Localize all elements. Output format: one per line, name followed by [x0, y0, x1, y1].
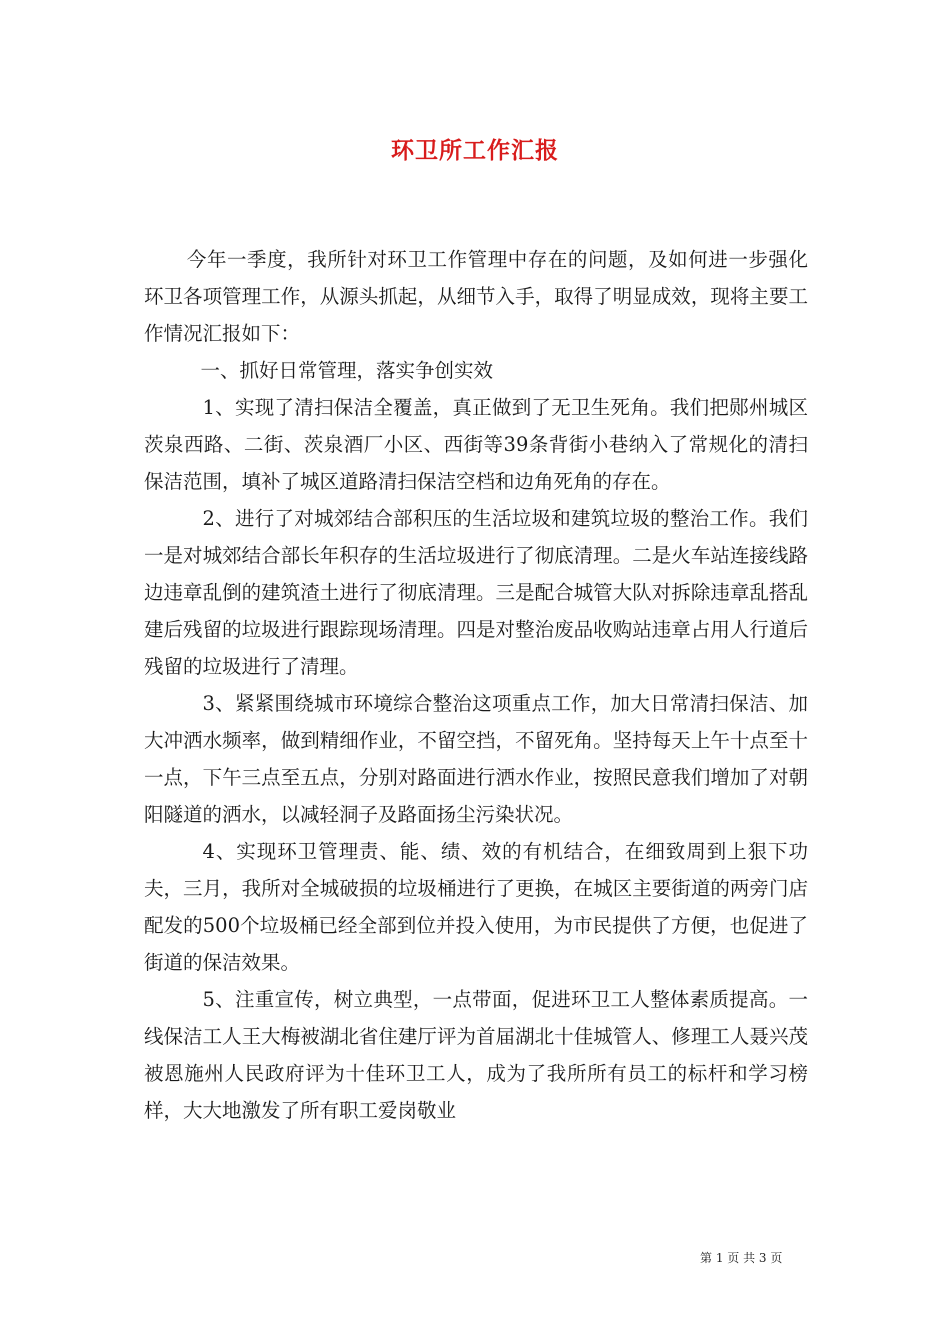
- document-title: 环卫所工作汇报: [391, 137, 559, 164]
- page-number-footer: 第 1 页 共 3 页: [700, 1251, 783, 1265]
- item-paragraph-3: 3、紧紧围绕城市环境综合整治这项重点工作，加大日常清扫保洁、加大冲洒水频率，做到精细作业，不留空挡，不留死角。坚持每天上午十点至十一点，下午三点至五点，分别对路面进行洒水作业，按照民意我们增加了对朝阳隧道的洒水，以减轻洞子及路面扬尘污染状况。: [144, 692, 808, 826]
- item-paragraph-2: 2、进行了对城郊结合部积压的生活垃圾和建筑垃圾的整治工作。我们一是对城郊结合部长年积存的生活垃圾进行了彻底清理。二是火车站连接线路边违章乱倒的建筑渣土进行了彻底清理。三是配合城管大队对拆除违章乱搭乱建后残留的垃圾进行跟踪现场清理。四是对整治废品收购站违章占用人行道后残留的垃圾进行了清理。: [144, 507, 808, 678]
- item-paragraph-5: 5、注重宣传，树立典型，一点带面，促进环卫工人整体素质提高。一线保洁工人王大梅被湖北省住建厅评为首届湖北十佳城管人、修理工人聂兴茂被恩施州人民政府评为十佳环卫工人，成为了我所所有员工的标杆和学习榜样，大大地激发了所有职工爱岗敬业: [144, 988, 808, 1122]
- document-body: [144, 241, 808, 1129]
- section-heading: 一、抓好日常管理，落实争创实效: [200, 359, 494, 382]
- item-paragraph-1: 1、实现了清扫保洁全覆盖，真正做到了无卫生死角。我们把郧州城区茨泉西路、二街、茨泉酒厂小区、西街等39条背街小巷纳入了常规化的清扫保洁范围，填补了城区道路清扫保洁空档和边角死角的存在。: [144, 396, 808, 493]
- intro-paragraph: 今年一季度，我所针对环卫工作管理中存在的问题，及如何进一步强化环卫各项管理工作，从源头抓起，从细节入手，取得了明显成效，现将主要工作情况汇报如下：: [144, 248, 808, 345]
- item-paragraph-4: 4、实现环卫管理责、能、绩、效的有机结合，在细致周到上狠下功夫，三月，我所对全城破损的垃圾桶进行了更换，在城区主要街道的两旁门店配发的500个垃圾桶已经全部到位并投入使用，为市民提供了方便，也促进了街道的保洁效果。: [144, 840, 808, 974]
